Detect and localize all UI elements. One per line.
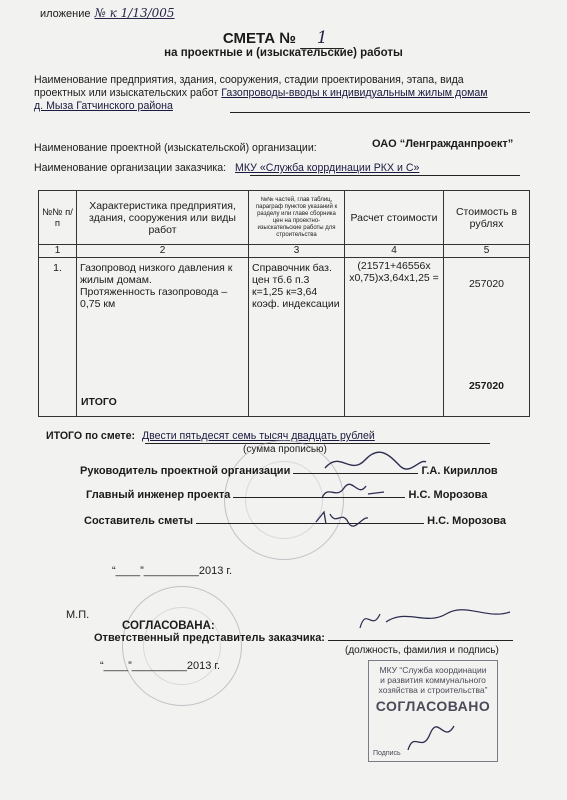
round-stamp-customer [122, 586, 242, 706]
customer-line [34, 162, 419, 174]
approval-title: СОГЛАСОВАНА: [122, 620, 215, 632]
page-title [0, 28, 567, 49]
object-value-part2: д. Мыза Гатчинского района [34, 100, 173, 112]
total-words-caption: (сумма прописью) [243, 444, 327, 455]
date-line-2: “____”_________2013 г. [100, 660, 221, 672]
appendix-label: иложение [40, 8, 91, 20]
table-header-row [39, 191, 530, 245]
engineer-name: Н.С. Морозова [408, 489, 488, 501]
head-sign-line [80, 465, 498, 477]
header-ref: №№ частей, глав таблиц, параграф пунктов указаний к разделу или главе сборника цен на проектно-изыскательские работы для строительства [249, 191, 345, 245]
row-ref: Справочник баз. цен тб.6 п.3 к=1,25 к=3,64 коэф. индексации [249, 258, 345, 417]
engineer-sign-line [86, 489, 487, 501]
header-desc: Характеристика предприятия, здания, сооружения или виды работ [77, 191, 249, 245]
head-label: Руководитель проектной организации [80, 465, 291, 477]
header-cost: Стоимость в рублях [444, 191, 530, 245]
table-col-number-row [39, 245, 530, 258]
mp-label: М.П. [66, 609, 90, 621]
row-calc: (21571+46556х х0,75)х3,64х1,25 = [345, 258, 444, 417]
title-text: СМЕТА № [222, 30, 296, 47]
row-desc-line1: Газопровод низкого давления к жилым домам. [80, 262, 233, 286]
object-value-part1: Газопроводы-вводы к индивидуальным жилым домам [221, 87, 488, 99]
row-cost-cell [444, 258, 530, 417]
estimate-table [38, 190, 530, 417]
object-underline [230, 112, 530, 113]
row-num-text: 1. [53, 262, 62, 274]
compiler-signature [312, 506, 372, 530]
rep-signature [356, 602, 516, 636]
page-subtitle: на проектные и (изыскательские) работы [164, 47, 403, 59]
object-line2 [34, 87, 534, 99]
header-num: №№ п/п [39, 191, 77, 245]
compiler-name: Н.С. Морозова [427, 515, 507, 527]
designer-label: Наименование проектной (изыскательской) организации: [34, 142, 317, 154]
customer-label: Наименование организации заказчика: [34, 162, 227, 174]
table-row [39, 258, 530, 417]
stamp-main: СОГЛАСОВАНО [375, 698, 491, 714]
stamp-signature [400, 720, 460, 756]
customer-value: МКУ «Служба коррдинации РКХ и С» [235, 162, 420, 174]
appendix-handwritten: № к 1/13/005 [94, 6, 175, 20]
col-number: 3 [249, 245, 345, 258]
row-num [39, 258, 77, 417]
col-number: 5 [444, 245, 530, 258]
engineer-label: Главный инженер проекта [86, 489, 231, 501]
appendix-line [40, 6, 175, 20]
header-calc: Расчет стоимости [345, 191, 444, 245]
total-words-value: Двести пятьдесят семь тысяч двадцать рублей [141, 430, 375, 442]
compiler-label: Составитель сметы [84, 515, 193, 527]
col-number: 4 [345, 245, 444, 258]
compiler-sign-line [84, 515, 506, 527]
object-label-line2: проектных или изыскательских работ [34, 87, 219, 99]
row-cost: 257020 [468, 278, 505, 290]
title-number: 1 [300, 28, 344, 49]
stamp-line1: МКУ “Служба координации [379, 665, 487, 675]
object-label-line1: Наименование предприятия, здания, сооружения, стадии проектирования, этапа, вида [34, 74, 464, 86]
row-desc [77, 258, 249, 417]
engineer-signature [318, 480, 388, 504]
col-number: 2 [77, 245, 249, 258]
head-name: Г.А. Кириллов [421, 465, 498, 477]
col-number: 1 [39, 245, 77, 258]
stamp-line3: хозяйства и строительства” [378, 685, 488, 695]
row-total-value: 257020 [468, 380, 505, 392]
designer-value: ОАО “Ленгражданпроект” [372, 138, 514, 150]
stamp-line2: и развития коммунального [380, 675, 486, 685]
date-line-1: “____”_________2013 г. [112, 565, 233, 577]
row-total-label: ИТОГО [81, 396, 117, 408]
rep-label: Ответственный представитель заказчика: [94, 632, 325, 644]
customer-underline [250, 175, 520, 176]
rep-caption: (должность, фамилия и подпись) [345, 645, 499, 656]
total-words-label: ИТОГО по смете: [46, 430, 136, 442]
row-desc-line2: Протяженность газопровода – 0,75 км [80, 286, 228, 310]
stamp-bottom: Подпись [373, 750, 401, 757]
total-words-line [46, 430, 375, 442]
head-signature [320, 448, 430, 478]
